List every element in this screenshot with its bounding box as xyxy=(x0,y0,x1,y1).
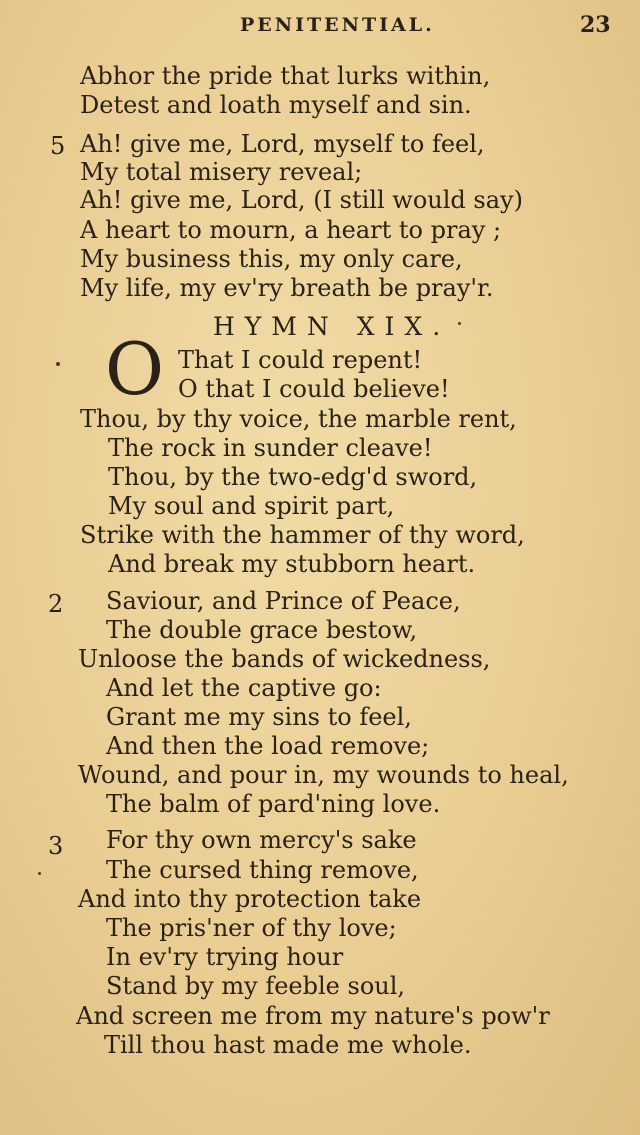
hymn-title: HYMN XIX. xyxy=(213,312,451,341)
running-head: PENITENTIAL. xyxy=(240,14,435,36)
verse-line: O that I could believe! xyxy=(178,375,450,403)
verse-line: Strike with the hammer of thy word, xyxy=(80,521,525,549)
verse-line: The pris'ner of thy love; xyxy=(106,914,397,942)
verse-line: The double grace bestow, xyxy=(106,616,418,644)
drop-cap: O xyxy=(105,327,165,411)
verse-line: And then the load remove; xyxy=(106,732,430,760)
verse-line: Ah! give me, Lord, (I still would say) xyxy=(80,186,523,214)
ink-speck xyxy=(56,362,60,366)
verse-line: The rock in sunder cleave! xyxy=(108,434,433,462)
verse-line: And screen me from my nature's pow'r xyxy=(76,1002,550,1030)
verse-line: My life, my ev'ry breath be pray'r. xyxy=(80,274,494,302)
verse-line: Detest and loath myself and sin. xyxy=(80,91,472,119)
verse-line: Grant me my sins to feel, xyxy=(106,703,412,731)
verse-number: 3 xyxy=(48,832,64,860)
verse-line: The balm of pard'ning love. xyxy=(106,790,441,818)
verse-line: Wound, and pour in, my wounds to heal, xyxy=(78,761,569,789)
verse-line: And let the captive go: xyxy=(106,674,382,702)
verse-number: 2 xyxy=(48,590,64,618)
verse-line: Thou, by thy voice, the marble rent, xyxy=(80,405,517,433)
verse-line: Abhor the pride that lurks within, xyxy=(80,62,491,90)
verse-line: My soul and spirit part, xyxy=(108,492,395,520)
verse-line: Ah! give me, Lord, myself to feel, xyxy=(80,130,485,158)
verse-line: Unloose the bands of wickedness, xyxy=(78,645,491,673)
verse-line: And break my stubborn heart. xyxy=(108,550,476,578)
verse-line: Till thou hast made me whole. xyxy=(104,1031,472,1059)
verse-line: A heart to mourn, a heart to pray ; xyxy=(80,216,502,244)
verse-line: The cursed thing remove, xyxy=(106,856,419,884)
verse-line: My total misery reveal; xyxy=(80,158,363,186)
ink-speck xyxy=(458,322,461,325)
verse-line: Stand by my feeble soul, xyxy=(106,972,406,1000)
verse-line: That I could repent! xyxy=(178,346,423,374)
verse-number: 5 xyxy=(50,132,66,160)
verse-line: For thy own mercy's sake xyxy=(106,826,417,854)
verse-line: In ev'ry trying hour xyxy=(106,943,344,971)
page-number: 23 xyxy=(580,12,611,38)
verse-line: Thou, by the two-edg'd sword, xyxy=(108,463,478,491)
verse-line: Saviour, and Prince of Peace, xyxy=(106,587,461,615)
ink-speck xyxy=(38,872,41,875)
verse-line: My business this, my only care, xyxy=(80,245,463,273)
verse-line: And into thy protection take xyxy=(78,885,422,913)
